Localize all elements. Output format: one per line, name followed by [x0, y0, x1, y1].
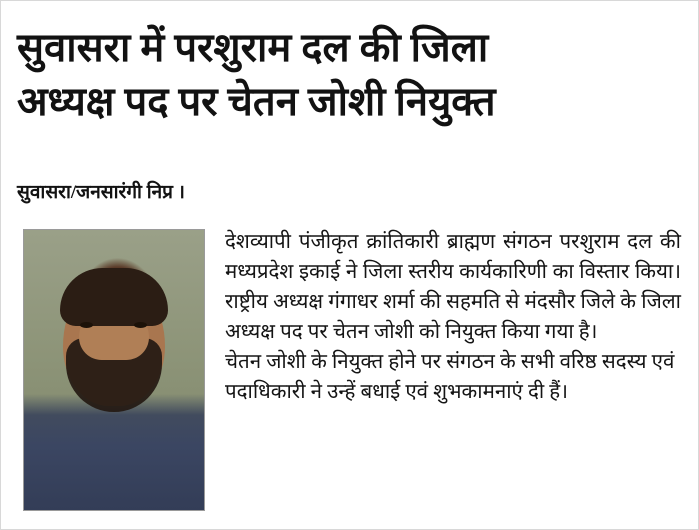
photo-hair [60, 268, 168, 326]
article-body [225, 227, 681, 407]
photo-eye-right [134, 322, 147, 328]
headline-line-2: अध्यक्ष पद पर चेतन जोशी नियुक्त [17, 79, 496, 124]
photo-eye-left [80, 322, 93, 328]
page-title [17, 21, 685, 129]
article-paragraph: देशव्यापी पंजीकृत क्रांतिकारी ब्राह्मण संगठन परशुराम दल की मध्यप्रदेश इकाई ने जिला स्तरीय कार्यकारिणी का विस्तार किया। राष्ट्रीय अध्यक्ष गंगाधर शर्मा की सहमति से मंदसौर जिले के जिला अध्यक्ष पद पर चेतन जोशी को नियुक्त किया गया है। [225, 231, 681, 343]
man-portrait-photo [23, 229, 205, 511]
photo-background [24, 230, 204, 510]
dateline: सुवासरा/जनसारंगी निप्र । [17, 182, 185, 203]
headline-line-1: सुवासरा में परशुराम दल की जिला [17, 25, 489, 70]
article-paragraph: चेतन जोशी के नियुक्त होने पर संगठन के सभी वरिष्ठ सदस्य एवं पदाधिकारी ने उन्हें बधाई एवं शुभकामनाएं दी हैं। [225, 351, 675, 403]
